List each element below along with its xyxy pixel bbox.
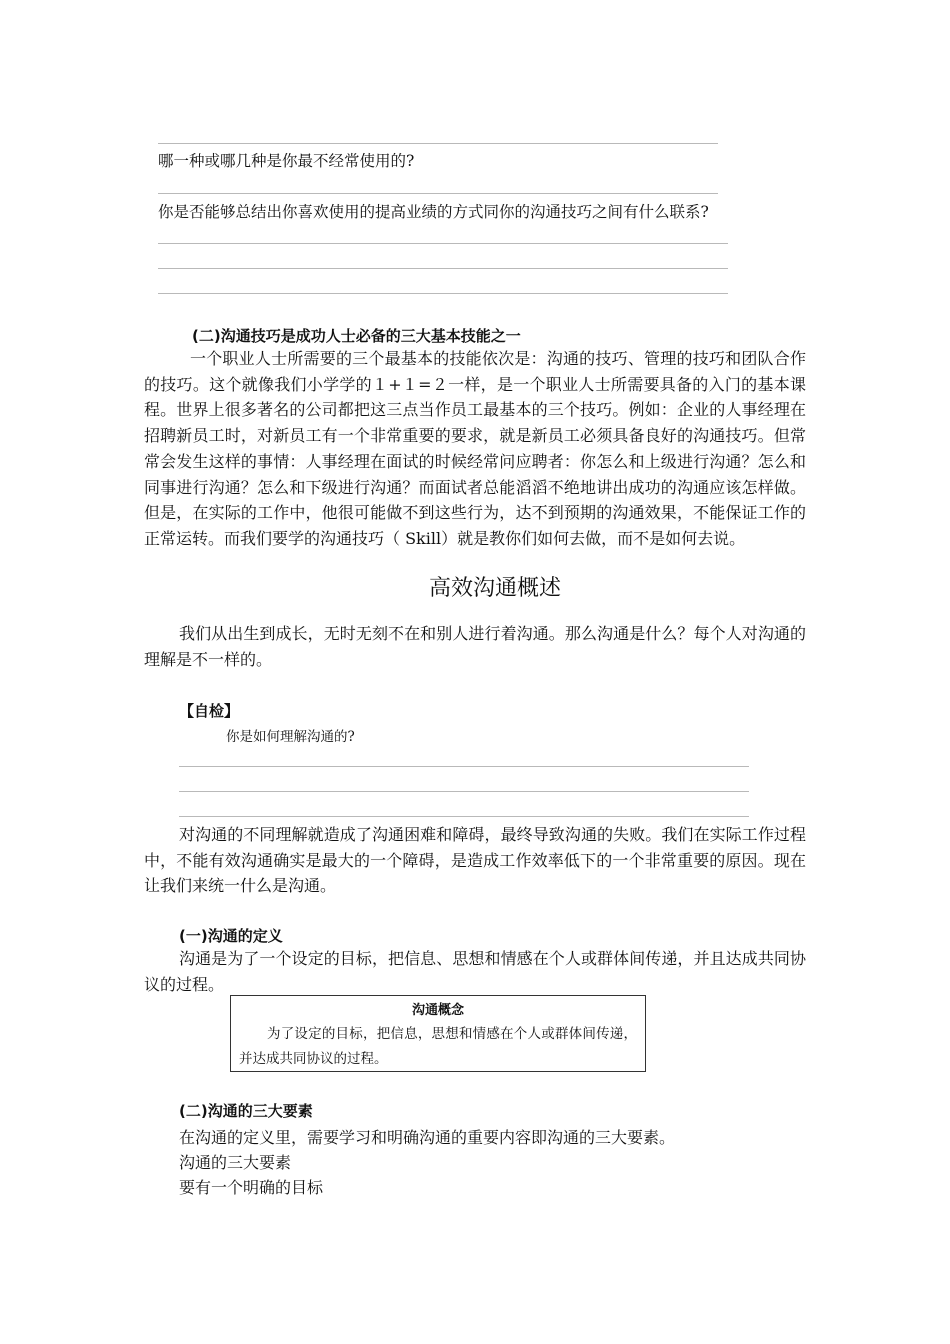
- answer-line: [158, 193, 718, 194]
- definition-heading: (一)沟通的定义: [179, 927, 283, 945]
- definition-box: [230, 995, 646, 1072]
- definition-body: 沟通是为了一个设定的目标，把信息、思想和情感在个人或群体间传递，并且达成共同协议的过程。: [144, 949, 806, 994]
- answer-line: [158, 243, 728, 244]
- section-body-skills: 一个职业人士所需要的三个最基本的技能依次是：沟通的技巧、管理的技巧和团队合作的技巧。这个就像我们小学学的１+１=２一样，是一个职业人士所需要具备的入门的基本课程。世界上很多著名的公司都把这三点当作员工最基本的三个技巧。例如：企业的人事经理在招聘新员工时，对新员工有一个非常重要的要求，就是新员工必须具备良好的沟通技巧。但常常会发生这样的事情：人事经理在面试的时候经常问应聘者：你怎么和上级进行沟通？怎么和同事进行沟通？怎么和下级进行沟通？而面试者总能滔滔不绝地讲出成功的沟通应该怎样做。但是，在实际的工作中，他很可能做不到这些行为，达不到预期的沟通效果，不能保证工作的正常运转。而我们要学的沟通技巧（ Skill）就是教你们如何去做，而不是如何去说。: [144, 349, 806, 548]
- answer-line: [179, 791, 749, 792]
- overview-intro: 我们从出生到成长，无时无刻不在和别人进行着沟通。那么沟通是什么？每个人对沟通的理解是不一样的。: [144, 624, 806, 669]
- question-relation: 你是否能够总结出你喜欢使用的提高业绩的方式同你的沟通技巧之间有什么联系?: [158, 203, 709, 221]
- page-title: 高效沟通概述: [429, 576, 562, 601]
- self-check-label: 【自检】: [179, 702, 240, 720]
- question-least-used: 哪一种或哪几种是你最不经常使用的?: [158, 152, 415, 170]
- self-check-question: 你是如何理解沟通的?: [226, 729, 355, 745]
- answer-line: [179, 766, 749, 767]
- elements-heading: (二)沟通的三大要素: [179, 1102, 313, 1120]
- elements-line: 沟通的三大要素: [179, 1153, 292, 1172]
- definition-box-title: 沟通概念: [411, 1003, 464, 1018]
- answer-line: [158, 143, 718, 144]
- definition-box-body: 为了设定的目标，把信息，思想和情感在个人或群体间传递，并达成共同协议的过程。: [239, 1026, 637, 1067]
- answer-line: [158, 293, 728, 294]
- elements-line: 在沟通的定义里，需要学习和明确沟通的重要内容即沟通的三大要素。: [179, 1128, 676, 1147]
- overview-summary: 对沟通的不同理解就造成了沟通困难和障碍，最终导致沟通的失败。我们在实际工作过程中，不能有效沟通确实是最大的一个障碍，是造成工作效率低下的一个非常重要的原因。现在让我们来统一什么是沟通。: [144, 825, 806, 896]
- elements-line: 要有一个明确的目标: [179, 1178, 324, 1197]
- answer-line: [179, 816, 749, 817]
- section-heading-skills: (二)沟通技巧是成功人士必备的三大基本技能之一: [192, 327, 521, 345]
- answer-line: [158, 268, 728, 269]
